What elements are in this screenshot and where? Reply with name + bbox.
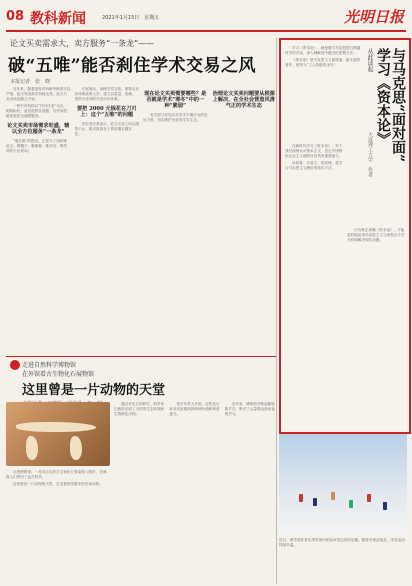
feature-subtitle: 在外馆看古生物化石展物馆 [22, 371, 95, 378]
page-number: 08 [6, 9, 25, 24]
article-kicker: 论文买卖需求大，卖方服务“一条龙”—— [10, 39, 155, 48]
paragraph: 近年来，博物馆不断创新展陈方式，吸引了大量观众前来参观学习。 [224, 402, 275, 416]
feature-title [375, 48, 405, 162]
feature-text-column [225, 402, 276, 578]
paragraph: 读原著、学原文、悟原理，是学习马克思主义理论的根本方法。 [285, 161, 343, 170]
feature-text-column [6, 470, 110, 578]
page-header [6, 8, 406, 32]
paragraph: 《资本论》是马克思主义最厚重、最丰富的著作，被誉为“工人阶级的圣经”。 [285, 58, 361, 67]
paragraph: 一些中介机构以“代写代发”为名，明码标价，甚至提供从选题、写作到投稿发表的全流程服务。 [6, 104, 68, 118]
article-column [143, 87, 208, 357]
feature-column-box [279, 38, 411, 434]
feature-title-line: 学习《资本论》 [375, 48, 391, 146]
feature-author: 大连理工大学 作者 [367, 132, 373, 177]
feature-title-line: 与马克思“面对面” [390, 48, 406, 163]
section-title: 教科新闻 [30, 11, 86, 27]
ski-photo [279, 434, 407, 534]
paragraph: 这里曾是一片动物的天堂，生活着种类繁多的史前动物。 [13, 482, 103, 486]
feature-column-text [285, 46, 361, 138]
fossil-photo [6, 402, 110, 466]
article-column [6, 87, 71, 357]
feature-column-text [285, 144, 343, 428]
paragraph: 多位受访者表示，论文买卖之所以屡禁不止，根本原因在于需求端长期存在。 [74, 122, 139, 136]
article-column [75, 87, 140, 357]
subheading: 论文买卖市场需求旺盛，辅以全方位服务“一条龙” [7, 123, 70, 135]
feature-text-body [114, 402, 276, 578]
bottom-feature [6, 360, 276, 582]
subheading: 治理论文买卖问题要从根源上解决，在全社会营造风清气正的学术生态 [212, 91, 275, 109]
skier-figure [349, 500, 353, 508]
subheading: 要把 2000 元钱花在刀刃上：这个“五唯”的问题 [76, 106, 137, 118]
fossil-bone-shape [16, 422, 96, 432]
feature-text-column [114, 402, 165, 578]
paragraph: 近年来，随着高校对科研考核的日趋严格，论文发表需求持续走高，论文买卖市场也随之兴起。 [6, 87, 71, 101]
masthead-logo: 光明日报 [343, 8, 404, 26]
photo-caption: 近日，滑雪爱好者在滑雪场内体验冰雪运动的乐趣。随着冬奥会临近，冰雪运动持续升温。 [279, 538, 405, 547]
main-article [6, 38, 276, 356]
paragraph: “破五唯”的提出，正是为了扭转唯论文、唯帽子、唯职称、唯学历、唯奖项的不良导向。 [6, 139, 68, 153]
series-logo-icon [10, 360, 20, 370]
skier-figure [331, 492, 335, 500]
article-column [212, 87, 277, 357]
feature-column-text [347, 228, 405, 428]
feature-text-column [169, 402, 220, 578]
paragraph: 通过对化石的研究，科学家们逐步还原了当时的生态环境和生物演化历程。 [114, 402, 165, 416]
paragraph: 有关部门应加大对学术不端行为的惩处力度，切实维护良好的学术生态。 [143, 113, 208, 122]
skier-figure [299, 494, 303, 502]
date-line: 2021年1月15日 星期五 [102, 15, 160, 21]
skier-figure [383, 502, 387, 510]
skier-figure [367, 494, 371, 502]
paragraph: 馆方负责人介绍，这些化石标本具有极高的科研价值和科普意义。 [169, 402, 220, 416]
article-byline: 本报记者 张 晓 [10, 79, 51, 85]
fossil-bone-shape [70, 436, 82, 460]
article-headline: 破“五唯”能否刹住学术交易之风 [8, 56, 257, 76]
paragraph: 只有真正读懂《资本论》，才能更好地运用马克思主义立场观点方法分析和解决现实问题。 [347, 228, 405, 242]
paragraph: 在新时代学习《资本论》，对于我们深刻认识资本主义、坚定中国特色社会主义道路自信具有重要意义。 [285, 144, 343, 158]
skier-figure [313, 498, 317, 506]
article-body [6, 87, 276, 357]
fossil-bone-shape [26, 436, 38, 460]
feature-kicker: 从此读起 [366, 48, 373, 72]
feature-tag: 走进自然科学博物馆 [22, 362, 77, 369]
subheading: 现在论文买卖需要哪些？是否就是学术“寒冬”中的一种“脆弱” [144, 91, 207, 109]
paragraph: 学习《资本论》，就是要与马克思进行跨越时空的对话，深入理解其中蕴含的思想方法。 [285, 46, 361, 55]
paragraph: 走进博物馆，一具具巨大的古生物化石骨架映入眼帘，仿佛将人们带回了远古时代。 [6, 470, 107, 479]
feature-headline: 这里曾是一片动物的天堂 [22, 383, 166, 398]
column-divider [276, 38, 277, 584]
paragraph: 专家指出，治理学术交易，需要从评价体系改革入手，建立以质量、贡献、绩效为导向的分类评价体系。 [74, 87, 139, 101]
